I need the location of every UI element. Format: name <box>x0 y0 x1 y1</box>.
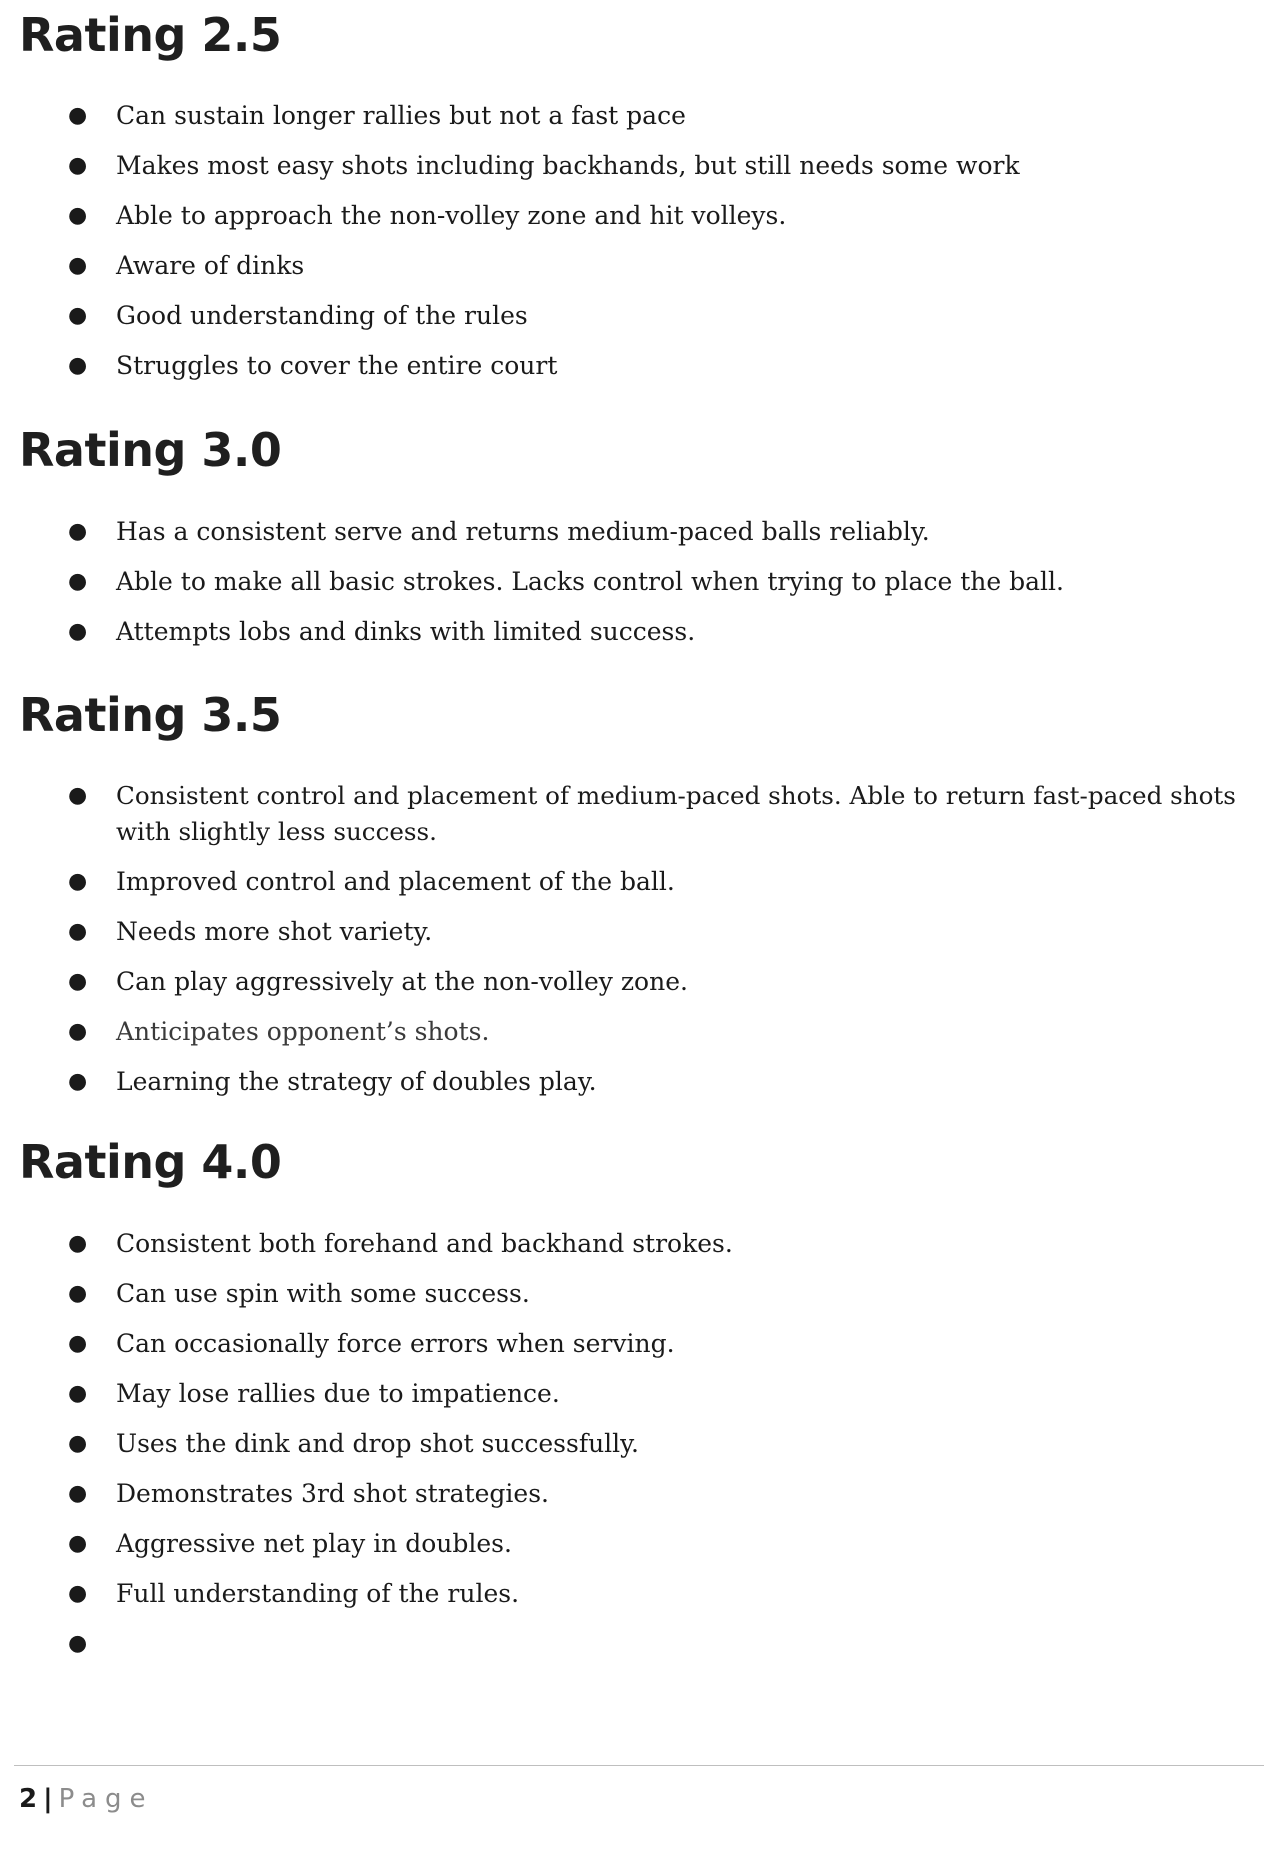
bullet-icon: ● <box>68 519 88 544</box>
bullet-icon: ● <box>68 783 88 808</box>
list-item: ● Learning the strategy of doubles play. <box>0 1064 1276 1114</box>
bullet-icon: ● <box>68 1381 88 1406</box>
list-item: ● Attempts lobs and dinks with limited success. <box>0 614 1276 664</box>
list-item: ● Demonstrates 3rd shot strategies. <box>0 1476 1276 1526</box>
bullet-icon: ● <box>68 1581 88 1606</box>
rating-4-0-list <box>0 1226 1276 1676</box>
list-item: ● Improved control and placement of the ball. <box>0 864 1276 914</box>
footer-separator: | <box>43 1784 53 1814</box>
list-item: ● Consistent control and placement of medium-paced shots. Able to return fast-paced shots with slightly less success. <box>0 778 1276 864</box>
list-item: ● Makes most easy shots including backhands, but still needs some work <box>0 148 1276 198</box>
list-item: ● Able to make all basic strokes. Lacks control when trying to place the ball. <box>0 564 1276 614</box>
bullet-icon: ● <box>68 303 88 328</box>
list-item-empty <box>0 1626 1276 1676</box>
bullet-icon: ● <box>68 1531 88 1556</box>
list-item: ● Has a consistent serve and returns medium-paced balls reliably. <box>0 514 1276 564</box>
list-item: ● Can use spin with some success. <box>0 1276 1276 1326</box>
section-title-rating-3-0: Rating 3.0 <box>19 423 282 477</box>
page-number: 2 <box>19 1784 38 1814</box>
bullet-icon: ● <box>68 919 88 944</box>
rating-3-5-list <box>0 778 1276 1114</box>
bullet-icon: ● <box>68 1331 88 1356</box>
bullet-icon: ● <box>68 1069 88 1094</box>
bullet-icon: ● <box>68 1281 88 1306</box>
bullet-icon: ● <box>68 1019 88 1044</box>
rating-3-0-list <box>0 514 1276 664</box>
list-item: ● Full understanding of the rules. <box>0 1576 1276 1626</box>
list-item: ● Struggles to cover the entire court <box>0 348 1276 398</box>
list-item: ● Uses the dink and drop shot successfully. <box>0 1426 1276 1476</box>
bullet-icon: ● <box>68 1481 88 1506</box>
bullet-icon: ● <box>68 1631 88 1656</box>
list-item: ● Can play aggressively at the non-volley zone. <box>0 964 1276 1014</box>
bullet-icon: ● <box>68 353 88 378</box>
bullet-icon: ● <box>68 969 88 994</box>
bullet-icon: ● <box>68 1231 88 1256</box>
list-item: ● Aggressive net play in doubles. <box>0 1526 1276 1576</box>
bullet-icon: ● <box>68 103 88 128</box>
rating-2-5-list <box>0 98 1276 398</box>
footer-divider <box>14 1765 1264 1766</box>
section-title-rating-2-5: Rating 2.5 <box>19 8 282 62</box>
list-item: ● Consistent both forehand and backhand strokes. <box>0 1226 1276 1276</box>
bullet-icon: ● <box>68 619 88 644</box>
section-title-rating-3-5: Rating 3.5 <box>19 688 282 742</box>
bullet-icon: ● <box>68 253 88 278</box>
list-item: ● Needs more shot variety. <box>0 914 1276 964</box>
page-footer <box>19 1782 154 1816</box>
section-title-rating-4-0: Rating 4.0 <box>19 1135 282 1189</box>
page-label: Page <box>58 1784 154 1814</box>
list-item: ● Able to approach the non-volley zone and hit volleys. <box>0 198 1276 248</box>
list-item: ● May lose rallies due to impatience. <box>0 1376 1276 1426</box>
list-item: ● Can occasionally force errors when serving. <box>0 1326 1276 1376</box>
list-item: ● Aware of dinks <box>0 248 1276 298</box>
bullet-icon: ● <box>68 153 88 178</box>
list-item: ● Good understanding of the rules <box>0 298 1276 348</box>
bullet-icon: ● <box>68 869 88 894</box>
bullet-icon: ● <box>68 1431 88 1456</box>
bullet-icon: ● <box>68 203 88 228</box>
list-item: ● Can sustain longer rallies but not a fast pace <box>0 98 1276 148</box>
bullet-icon: ● <box>68 569 88 594</box>
list-item: ● Anticipates opponent’s shots. <box>0 1014 1276 1064</box>
